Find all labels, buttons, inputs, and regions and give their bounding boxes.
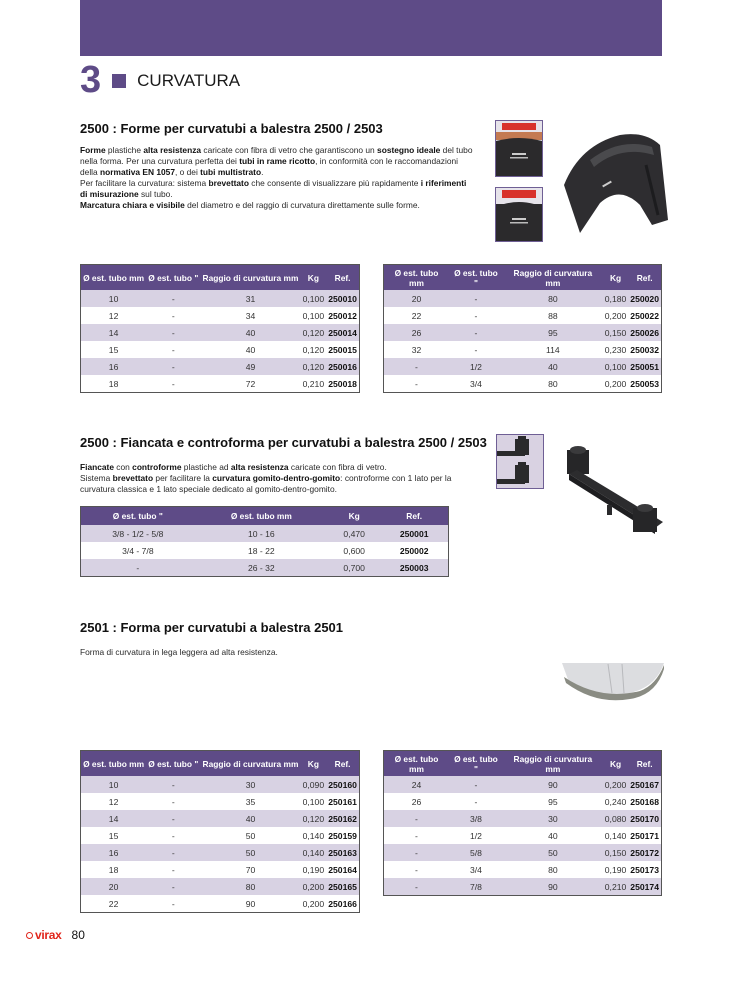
table-cell: 20	[384, 290, 449, 307]
table-row	[81, 358, 360, 375]
table-row	[81, 878, 360, 895]
table-cell: -	[171, 830, 175, 841]
ref-cell: 250022	[630, 310, 659, 321]
column-header: Ø est. tubo mm	[384, 265, 449, 291]
column-header: Ø est. tubo "	[146, 265, 200, 291]
chapter-title: CURVATURA	[137, 71, 241, 90]
ref-cell: 250018	[328, 378, 357, 389]
table-cell: 0,200	[604, 310, 627, 321]
table-cell: 50	[200, 844, 300, 861]
bold-text: Forme	[80, 145, 106, 155]
text-run: : controforme con 1 lato per la curvatura classica e 1 lato speciale dedicato al gomito-dentro-gomito.	[80, 473, 452, 494]
table-row	[81, 525, 449, 542]
bold-text: tubi multistrato	[200, 167, 262, 177]
column-header: Kg	[603, 751, 629, 777]
column-header: Ref.	[380, 507, 448, 526]
table-cell: 1/2	[449, 358, 503, 375]
table-cell: -	[474, 796, 478, 807]
bold-text: sostegno ideale	[377, 145, 441, 155]
table-cell: 80	[200, 878, 300, 895]
table-cell: 0,240	[604, 796, 627, 807]
table-row	[81, 307, 360, 324]
forma-2501-table-right	[383, 750, 662, 896]
ref-cell: 250026	[628, 324, 661, 341]
ref-cell: 250171	[630, 830, 659, 841]
table-row	[384, 776, 662, 793]
ref-cell: 250016	[326, 358, 359, 375]
table-row	[384, 878, 662, 896]
table-cell: 0,120	[301, 358, 327, 375]
ref-cell: 250001	[380, 525, 448, 542]
table-cell: 70	[245, 864, 256, 875]
table-cell: 0,200	[302, 898, 325, 909]
table-cell: 20	[81, 878, 147, 895]
table-cell: 0,100	[302, 310, 325, 321]
table-cell: 32	[411, 344, 422, 355]
table-cell: 24	[384, 776, 449, 793]
column-header: Ref.	[628, 751, 661, 777]
table-cell: -	[474, 344, 478, 355]
table-cell: 18	[108, 378, 119, 389]
column-header: Ø est. tubo "	[146, 751, 200, 777]
table-cell: 0,600	[343, 545, 365, 556]
table-cell: 0,140	[301, 844, 327, 861]
table-row	[81, 542, 449, 559]
bold-text: controforme	[132, 462, 182, 472]
forme-table-right	[383, 264, 662, 393]
table-cell: 0,140	[302, 830, 325, 841]
table-cell: -	[384, 810, 449, 827]
table-row	[384, 358, 662, 375]
bold-text: alta resistenza	[230, 462, 289, 472]
ref-cell: 250165	[326, 878, 359, 895]
table-cell: 34	[245, 310, 256, 321]
table-cell: 50	[503, 844, 603, 861]
table-cell: -	[171, 310, 175, 321]
table-cell: 30	[200, 776, 300, 793]
table-cell: -	[449, 324, 503, 341]
paragraph-line	[80, 473, 475, 495]
table-cell: 95	[548, 796, 558, 807]
forma-2501-table-left	[80, 750, 360, 913]
table-header-row	[81, 265, 360, 291]
table-cell: 3/8	[449, 810, 503, 827]
table-header-row	[81, 507, 449, 526]
table-row	[81, 341, 360, 358]
chapter-square-icon	[112, 74, 126, 88]
table-row	[384, 827, 662, 844]
ref-cell: 250168	[630, 796, 659, 807]
ref-cell: 250002	[399, 545, 429, 556]
ref-cell: 250159	[328, 830, 357, 841]
table-cell: 0,120	[301, 324, 327, 341]
table-cell: 0,200	[301, 878, 327, 895]
bold-text: normativa EN 1057	[100, 167, 175, 177]
table-cell: 22	[108, 898, 119, 909]
column-header: Raggio di curvatura mm	[200, 265, 300, 291]
table-row	[384, 793, 662, 810]
column-header: Ø est. tubo "	[449, 751, 503, 777]
text-run: plastiche	[105, 145, 144, 155]
table-cell: 0,230	[604, 344, 627, 355]
table-row	[81, 559, 449, 577]
column-header: Kg	[301, 265, 327, 291]
table-cell: 114	[546, 344, 560, 355]
table-cell: 40	[548, 830, 558, 841]
section-title-fiancata: 2500 : Fiancata e controforma per curvatubi a balestra 2500 / 2503	[80, 435, 487, 450]
table-row	[81, 895, 360, 913]
table-cell: 16	[81, 844, 147, 861]
black-bending-former-image	[560, 125, 670, 240]
section-description-fiancata	[80, 462, 475, 495]
table-row	[81, 861, 360, 878]
table-cell: 14	[81, 324, 147, 341]
counter-former-detail-photo	[496, 434, 544, 489]
table-cell: 50	[245, 830, 256, 841]
table-cell: -	[384, 358, 449, 375]
table-row	[384, 324, 662, 341]
bold-text: Marcatura chiara e visibile	[80, 200, 185, 210]
bold-text: tubi in rame ricotto	[239, 156, 316, 166]
table-cell: 30	[503, 810, 603, 827]
table-row	[384, 861, 662, 878]
table-cell: -	[384, 844, 449, 861]
section-title-forma-2501: 2501 : Forma per curvatubi a balestra 2501	[80, 620, 344, 635]
table-cell: 15	[108, 830, 119, 841]
table-cell: 40	[245, 344, 256, 355]
table-row	[81, 776, 360, 793]
table-cell: 7/8	[449, 878, 503, 896]
table-cell: 26	[411, 796, 422, 807]
table-cell: 3/8 - 1/2 - 5/8	[81, 525, 195, 542]
column-header: Kg	[603, 265, 629, 291]
text-run: .	[261, 167, 264, 177]
ref-cell: 250161	[328, 796, 357, 807]
table-row	[384, 290, 662, 307]
ref-cell: 250015	[328, 344, 357, 355]
table-cell: 12	[108, 796, 119, 807]
text-run: plastiche ad	[181, 462, 231, 472]
table-cell: -	[81, 559, 195, 577]
table-cell: -	[146, 878, 200, 895]
ref-cell: 250174	[628, 878, 661, 896]
brand-name: virax	[35, 928, 62, 942]
forme-table-left	[80, 264, 360, 393]
table-cell: -	[415, 378, 418, 389]
table-cell: 80	[548, 378, 558, 389]
bold-text: brevettato	[208, 178, 249, 188]
ref-cell: 250167	[628, 776, 661, 793]
section-description-forme	[80, 145, 475, 211]
table-cell: -	[171, 864, 175, 875]
table-cell: 16	[81, 358, 147, 375]
table-cell: 0,190	[604, 864, 627, 875]
table-header-row	[384, 265, 662, 291]
table-cell: 15	[108, 344, 119, 355]
header-banner	[80, 0, 662, 56]
table-cell: 0,090	[301, 776, 327, 793]
table-cell: -	[449, 776, 503, 793]
table-cell: 10	[81, 290, 147, 307]
table-cell: 80	[548, 864, 558, 875]
ref-cell: 250014	[326, 324, 359, 341]
text-run: caricate con fibra di vetro che garantiscono un	[201, 145, 378, 155]
table-row	[81, 827, 360, 844]
table-cell: 40	[200, 324, 300, 341]
chapter-number: 3	[80, 59, 101, 101]
paragraph-line	[80, 200, 475, 211]
table-cell: 0,120	[302, 344, 325, 355]
page-footer	[26, 928, 85, 942]
aluminium-bending-former-image	[560, 655, 665, 705]
ref-cell: 250032	[630, 344, 659, 355]
table-cell: 3/4 - 7/8	[122, 545, 154, 556]
bold-text: Fiancate	[80, 462, 114, 472]
column-header: Ø est. tubo mm	[81, 751, 147, 777]
fiancata-table	[80, 506, 449, 577]
column-header: Ref.	[326, 265, 359, 291]
ref-cell: 250160	[326, 776, 359, 793]
table-cell: 26 - 32	[195, 559, 328, 577]
table-cell: 90	[503, 776, 603, 793]
column-header: Raggio di curvatura mm	[503, 751, 603, 777]
former-copper-tube-photo	[495, 120, 543, 177]
column-header: Ref.	[628, 265, 661, 291]
table-cell: 0,470	[328, 525, 380, 542]
table-cell: 90	[503, 878, 603, 896]
table-cell: 12	[108, 310, 119, 321]
table-cell: 90	[245, 898, 256, 909]
paragraph-line	[80, 178, 475, 200]
ref-cell: 250020	[628, 290, 661, 307]
table-cell: 18	[108, 864, 119, 875]
table-cell: 0,150	[603, 844, 629, 861]
table-cell: 3/4	[469, 864, 482, 875]
table-cell: -	[146, 776, 200, 793]
ref-cell: 250173	[630, 864, 659, 875]
table-cell: 72	[245, 378, 256, 389]
table-row	[81, 324, 360, 341]
table-cell: -	[146, 290, 200, 307]
text-run: caricate con fibra di vetro.	[288, 462, 387, 472]
table-cell: 22	[411, 310, 422, 321]
column-header: Raggio di curvatura mm	[503, 265, 603, 291]
table-row	[81, 375, 360, 393]
ref-cell: 250164	[328, 864, 357, 875]
text-run: Sistema	[80, 473, 113, 483]
table-cell: 31	[200, 290, 300, 307]
table-row	[384, 375, 662, 393]
table-cell: 0,210	[603, 878, 629, 896]
table-cell: 88	[548, 310, 558, 321]
virax-logo	[26, 928, 62, 942]
table-cell: 0,100	[603, 358, 629, 375]
table-cell: -	[474, 310, 478, 321]
paragraph-line	[80, 647, 475, 658]
table-cell: -	[171, 344, 175, 355]
ref-cell: 250051	[628, 358, 661, 375]
table-cell: 0,200	[603, 776, 629, 793]
table-cell: 0,120	[301, 810, 327, 827]
ref-cell: 250162	[326, 810, 359, 827]
table-cell: -	[146, 358, 200, 375]
text-run: sul tubo.	[138, 189, 173, 199]
table-row	[384, 810, 662, 827]
table-cell: -	[449, 290, 503, 307]
text-run: Forma di curvatura in lega leggera ad alta resistenza.	[80, 647, 278, 657]
table-cell: 0,190	[302, 864, 325, 875]
table-row	[81, 810, 360, 827]
column-header: Ø est. tubo "	[449, 265, 503, 291]
ref-cell: 250172	[628, 844, 661, 861]
table-cell: -	[171, 378, 175, 389]
text-run: del tubo nella forma. Per una curvatura perfetta dei	[80, 145, 473, 166]
page-number: 80	[71, 928, 85, 942]
section-title-forme: 2500 : Forme per curvatubi a balestra 2500 / 2503	[80, 121, 383, 136]
table-header-row	[81, 751, 360, 777]
table-row	[384, 307, 662, 324]
table-cell: 5/8	[449, 844, 503, 861]
chapter-heading	[80, 60, 240, 100]
table-row	[81, 844, 360, 861]
logo-mark-icon	[26, 932, 33, 939]
ref-cell: 250163	[326, 844, 359, 861]
table-cell: 40	[503, 358, 603, 375]
table-cell: 49	[200, 358, 300, 375]
column-header: Ref.	[326, 751, 359, 777]
column-header: Ø est. tubo "	[81, 507, 195, 526]
section-description-forma-2501	[80, 647, 475, 658]
column-header: Raggio di curvatura mm	[200, 751, 300, 777]
table-cell: 0,100	[302, 796, 325, 807]
column-header: Kg	[301, 751, 327, 777]
bold-text: curvatura gomito-dentro-gomito	[212, 473, 341, 483]
table-cell: 0,080	[603, 810, 629, 827]
ref-cell: 250053	[630, 378, 659, 389]
paragraph-line	[80, 145, 475, 178]
table-cell: 0,180	[603, 290, 629, 307]
text-run: , in conformità con le raccomandazioni della	[80, 156, 458, 177]
former-marking-photo	[495, 187, 543, 242]
paragraph-line	[80, 462, 475, 473]
table-cell: -	[384, 878, 449, 896]
table-cell: 0,100	[301, 290, 327, 307]
text-run: che consente di visualizzare più rapidamente	[248, 178, 421, 188]
table-row	[384, 341, 662, 358]
text-run: del diametro e del raggio di curvatura direttamente sulle forme.	[184, 200, 420, 210]
text-run: per facilitare la	[153, 473, 213, 483]
table-row	[81, 793, 360, 810]
table-cell: 40	[200, 810, 300, 827]
table-cell: 0,150	[603, 324, 629, 341]
table-cell: 3/4	[469, 378, 482, 389]
table-cell: 18 - 22	[247, 545, 275, 556]
table-cell: 1/2	[469, 830, 482, 841]
text-run: Per facilitare la curvatura: sistema	[80, 178, 209, 188]
bold-text: i riferimenti di misurazione	[80, 178, 467, 199]
table-cell: 0,210	[302, 378, 325, 389]
table-cell: 26	[384, 324, 449, 341]
bold-text: alta resistenza	[143, 145, 202, 155]
table-cell: 0,140	[604, 830, 627, 841]
ref-cell: 250166	[328, 898, 357, 909]
bold-text: brevettato	[112, 473, 154, 483]
table-cell: -	[146, 810, 200, 827]
table-cell: -	[415, 830, 418, 841]
table-cell: 80	[503, 290, 603, 307]
side-bracket-image	[555, 440, 670, 545]
table-cell: 10 - 16	[195, 525, 328, 542]
table-cell: 14	[81, 810, 147, 827]
ref-cell: 250012	[328, 310, 357, 321]
table-row	[81, 290, 360, 307]
table-row	[384, 844, 662, 861]
column-header: Ø est. tubo mm	[195, 507, 328, 526]
table-cell: 10	[81, 776, 147, 793]
table-cell: 0,200	[604, 378, 627, 389]
column-header: Ø est. tubo mm	[81, 265, 147, 291]
table-cell: 95	[503, 324, 603, 341]
table-cell: -	[146, 844, 200, 861]
ref-cell: 250170	[628, 810, 661, 827]
table-cell: -	[146, 324, 200, 341]
table-header-row	[384, 751, 662, 777]
table-cell: -	[171, 898, 175, 909]
ref-cell: 250003	[380, 559, 448, 577]
column-header: Ø est. tubo mm	[384, 751, 449, 777]
column-header: Kg	[328, 507, 380, 526]
table-cell: -	[171, 796, 175, 807]
table-cell: 35	[245, 796, 256, 807]
text-run: con	[113, 462, 133, 472]
table-cell: 0,700	[328, 559, 380, 577]
ref-cell: 250010	[326, 290, 359, 307]
table-cell: -	[415, 864, 418, 875]
text-run: , o dei	[174, 167, 201, 177]
